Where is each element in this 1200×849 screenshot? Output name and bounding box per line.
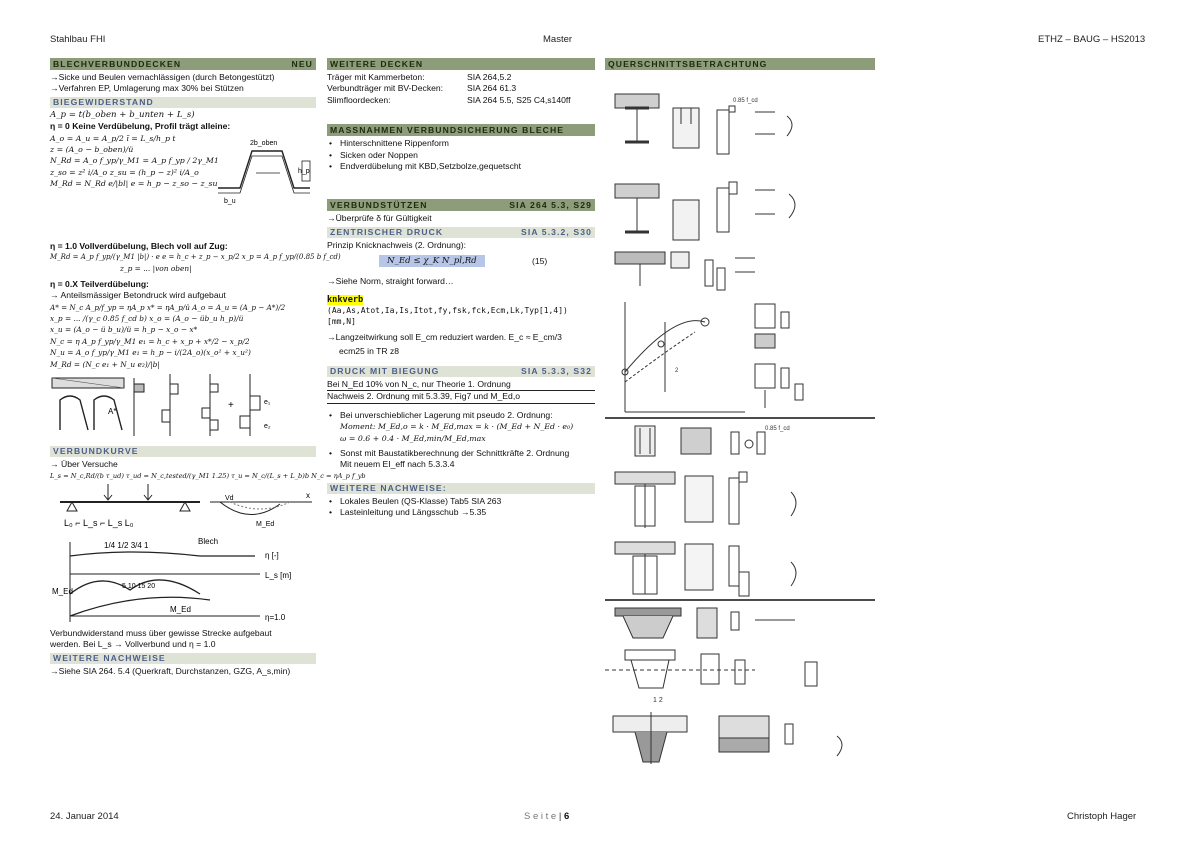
section-querschnittsbetrachtung: QUERSCHNITTSBETRACHTUNG: [605, 58, 875, 70]
header-left: Stahlbau FHI: [50, 34, 106, 45]
subsection-weitere-nachweise: WEITERE NACHWEISE: [50, 653, 316, 664]
list-item: • Lasteinleitung und Längsschub →5.35: [327, 507, 595, 518]
svg-text:L_s [m]: L_s [m]: [265, 570, 292, 580]
text-line: →Langzeitwirkung soll E_cm reduziert warden. E_c ≈ E_cm/3: [327, 332, 562, 343]
list-item: • Sonst mit Baustatikberechnung der Schnittkräfte 2. Ordnung: [327, 448, 595, 459]
list-item: • Hinterschnittene Rippenform: [327, 138, 595, 149]
section-figure-3: [615, 252, 755, 290]
text-line: →Sicke und Beulen vernachlässigen (durch Betongestützt): [50, 72, 275, 82]
decken-key: Slimfloordecken:: [327, 94, 391, 105]
section-figure-6: [605, 608, 842, 764]
decken-key: Träger mit Kammerbeton:: [327, 72, 425, 82]
section-weitere-decken: WEITERE DECKEN: [327, 58, 595, 70]
knick-formula: N_Ed ≤ χ_K N_pl,Rd: [379, 255, 485, 267]
section-blechverbunddecken: BLECHVERBUNDDECKEN NEU: [50, 58, 316, 70]
footer-page-label: S e i t e | 6: [524, 811, 570, 822]
svg-text:L₀ ⌐ L_s ⌐ L_s L₀: L₀ ⌐ L_s ⌐ L_s L₀: [64, 517, 134, 528]
verbund-beam-sketch: [50, 482, 316, 532]
subsection-biegewiderstand: BIEGEWIDERSTAND: [50, 97, 316, 108]
footer-author: Christoph Hager: [1067, 811, 1137, 822]
footer-date: 24. Januar 2014: [50, 811, 119, 822]
header-center: Master: [543, 34, 573, 45]
text-line: werden. Bei L_s → Vollverbund und η = 1.0: [50, 639, 216, 650]
formula: N_Rd = A_o f_yp/γ_M1 = A_p f_yp / 2γ_M1: [50, 156, 219, 166]
list-item: • Endverdübelung mit KBD,Setzbolze,gequetscht: [327, 161, 595, 172]
text-line: → Über Versuche: [50, 459, 118, 470]
formula: ω = 0.6 + 0.4 · M_Ed,min/M_Ed,max: [340, 433, 486, 443]
svg-text:1/4 1/2 3/4 1: 1/4 1/2 3/4 1: [104, 540, 149, 550]
text-line: Verbundwiderstand muss über gewisse Strecke aufgebaut: [50, 627, 272, 638]
text-line: →Verfahren EP, Umlagerung max 30% bei Stützen: [50, 83, 244, 94]
subsection-weitere-nachweise-2: WEITERE NACHWEISE:: [327, 483, 595, 494]
svg-text:1 2: 1 2: [653, 697, 663, 704]
svg-text:Vd: Vd: [225, 494, 234, 502]
formula: x_u = (A_o − ü b_u)/ü = h_p − x_o − x*: [50, 325, 198, 335]
list-item: • Bei unverschieblicher Lagerung mit pseudo 2. Ordnung:: [327, 410, 595, 421]
text-line: Bei N_Ed 10% von N_c, nur Theorie 1. Ordnung: [327, 379, 595, 391]
formula: M_Rd = N_Rd e/|bl| e = h_p − z_so − z_su: [50, 179, 218, 189]
svg-text:b_u: b_u: [224, 197, 236, 205]
svg-text:A*: A*: [108, 407, 117, 417]
decken-key: Verbundträger mit BV-Decken:: [327, 83, 444, 94]
formula: z_p = ... |von oben|: [120, 264, 192, 274]
formula-ap: A_p = t(b_oben + b_unten + L_s): [50, 109, 195, 120]
text-line: Mit neuem EI_eff nach 5.3.3.4: [340, 459, 455, 470]
header-right: ETHZ – BAUG – HS2013: [1038, 34, 1146, 45]
text-line: → Anteilsmässiger Betondruck wird aufgebaut: [50, 290, 226, 301]
section-verbundstuetzen: VERBUNDSTÜTZEN SIA 264 5.3, S29: [327, 199, 595, 211]
subsection-druck-mit-biegung: DRUCK MIT BIEGUNG SIA 5.3.3, S32: [327, 366, 595, 377]
eta1-line: η = 1.0 Vollverdübelung, Blech voll auf Zug:: [50, 240, 228, 251]
text-line: →Überprüfe δ für Gültigkeit: [327, 213, 432, 224]
formula: N_u = A_o f_yp/γ_M1 e₁ = h_p − i/(2A_o)(x_o² + x_u²): [50, 348, 251, 358]
svg-text:0.85 f_cd: 0.85 f_cd: [733, 98, 758, 104]
svg-text:2b_oben: 2b_oben: [250, 139, 278, 147]
subsection-zentrischer-druck: ZENTRISCHER DRUCK SIA 5.3.2, S30: [327, 227, 595, 238]
section-massnahmen: MASSNAHMEN VERBUNDSICHERUNG BLECHE: [327, 124, 595, 136]
svg-text:η=1.0: η=1.0: [265, 612, 286, 622]
list-item: • Sicken oder Noppen: [327, 150, 595, 161]
teilverduebelung-sketch: [50, 370, 316, 442]
knkverb-units: [mm,N]: [327, 316, 356, 326]
svg-text:M_Ed: M_Ed: [256, 520, 275, 528]
interaction-diagram: [622, 302, 803, 412]
knkverb-args: (Aa,As,Atot,Ia,Is,Itot,fy,fsk,fck,Ecm,Lk,Typ[1,4]): [327, 306, 568, 316]
formula: z = (A_o − b_oben)/ü: [50, 145, 134, 155]
formula: L_s = N_c,Rd/(b τ_ud) τ_ud = N_c,tested/(γ_M1 1.25) τ_u = N_c/(L_s + L_b)b N_c = ηA_p f_yb: [50, 471, 366, 480]
svg-text:e₁: e₁: [264, 399, 271, 407]
subsection-verbundkurve: VERBUNDKURVE: [50, 446, 316, 457]
svg-text:0.85 f_cd: 0.85 f_cd: [765, 426, 790, 432]
verbund-curve-sketch: [50, 534, 316, 626]
formula: x_p = ... /(γ_c 0.85 f_cd b) x_o = (A_o − üb_u h_p)/ü: [50, 314, 244, 324]
column-3: [605, 58, 875, 774]
svg-text:h_p: h_p: [298, 167, 310, 175]
svg-text:η [-]: η [-]: [265, 550, 279, 560]
text-line: →Siehe SIA 264. 5.4 (Querkraft, Durchstanzen, GZG, A_s,min): [50, 665, 291, 676]
decken-value: SIA 264 5.5, S25 C4,s140ff: [467, 94, 571, 105]
formula: M_Rd = (N_c e₁ + N_u e₂)/|b|: [50, 359, 160, 369]
text-line: →Siehe Norm, straight forward…: [327, 276, 454, 287]
formula: Moment: M_Ed,o = k · M_Ed,max = k · (M_Ed + N_Ed · e₀): [340, 422, 574, 432]
svg-text:+: +: [228, 400, 234, 412]
svg-text:x: x: [306, 490, 310, 500]
text-line: Nachweis 2. Ordnung mit 5.3.39, Fig7 und M_Ed,o: [327, 391, 595, 403]
formula: z_so = z² i/A_o z_su = (h_p − z)² i/A_o: [50, 167, 199, 177]
page-number: 6: [563, 811, 570, 822]
text-line: Prinzip Knicknachweis (2. Ordnung):: [327, 239, 466, 250]
decken-value: SIA 264,5.2: [467, 72, 512, 82]
svg-text:5 10 15 20: 5 10 15 20: [122, 582, 156, 590]
formula-row: [327, 251, 595, 273]
formula: A_o = A_u = A_p/2 ĩ = L_s/h_p t: [50, 133, 176, 143]
etax-line: η = 0.X Teilverdübelung:: [50, 278, 149, 289]
decken-value: SIA 264 61.3: [467, 83, 517, 94]
trapezoid-sketch: [210, 133, 318, 213]
svg-text:Blech: Blech: [198, 536, 219, 546]
svg-text:2: 2: [675, 368, 679, 374]
svg-text:M_Ed: M_Ed: [52, 586, 73, 596]
decken-table: [327, 72, 595, 106]
text-line: ecm25 in TR z8: [339, 346, 400, 357]
list-item: • Lokales Beulen (QS-Klasse) Tab5 SIA 263: [327, 496, 595, 507]
svg-text:M_Ed: M_Ed: [170, 604, 191, 614]
cross-section-figures: [605, 72, 875, 772]
formula: N_c = η A_p f_yp/γ_M1 e₁ = h_c + x_p + x*/2 − x_p/2: [50, 336, 250, 346]
section-figure-2: [615, 182, 795, 240]
eta0-line: η = 0 Keine Verdübelung, Profil trägt alleine:: [50, 121, 231, 132]
knkverb-label: knkverb: [327, 294, 364, 305]
column-2: [327, 58, 595, 519]
svg-text:e₂: e₂: [264, 423, 271, 431]
section-figure-5: [615, 426, 796, 596]
section-figure-1: [615, 94, 792, 154]
formula: M_Rd = A_p f_yp/(γ_M1 |b|) · e e = h_c + z_p − x_p/2 x_p = A_p f_yp/(0.85 b f_cd): [50, 253, 341, 262]
formula: A* = N_c A_p/f_yp = ηA_p x* = ηA_p/ü A_o = A_u = (A_p − A*)/2: [50, 302, 286, 312]
equation-number: (15): [532, 256, 548, 267]
